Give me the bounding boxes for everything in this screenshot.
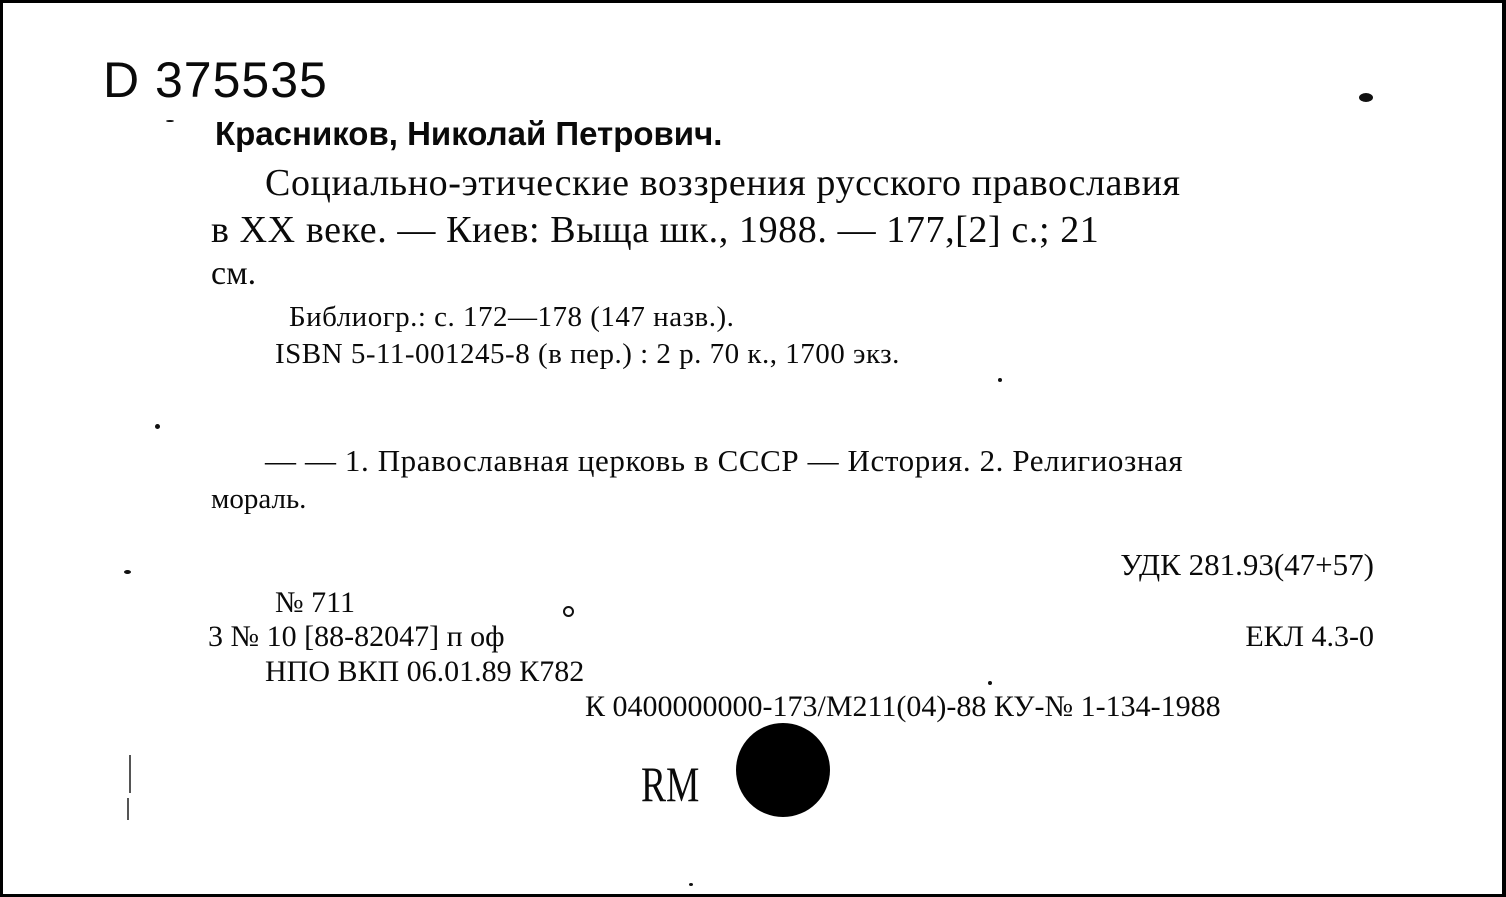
margin-tick — [127, 798, 129, 820]
subject-headings-line-2: мораль. — [211, 483, 307, 515]
speck-mark — [563, 606, 574, 617]
speck-mark — [166, 120, 174, 122]
subject-headings-line-1: — — 1. Православная церковь в СССР — История. 2. Религиозная — [265, 443, 1184, 478]
rm-stamp: RM — [641, 756, 700, 812]
speck-mark — [1359, 93, 1373, 102]
card-number: № 711 — [275, 586, 356, 619]
npo-line: НПО ВКП 06.01.89 К782 — [265, 655, 585, 688]
title-line-3: см. — [211, 255, 257, 292]
speck-mark — [155, 424, 160, 429]
speck-mark — [988, 681, 992, 685]
margin-tick — [129, 755, 131, 793]
udk-code: УДК 281.93(47+57) — [1120, 547, 1374, 582]
speck-mark — [689, 883, 693, 886]
ekl-code: ЕКЛ 4.3-0 — [1245, 620, 1374, 653]
author-name: Красников, Николай Петрович. — [215, 115, 723, 152]
order-line: 3 № 10 [88-82047] п оф — [208, 620, 505, 653]
isbn-line: ISBN 5-11-001245-8 (в пер.) : 2 р. 70 к., 1700 экз. — [275, 338, 900, 370]
catalog-number: D 375535 — [103, 52, 328, 108]
speck-mark — [998, 378, 1002, 382]
classification-code: К 0400000000-173/М211(04)-88 КУ-№ 1-134-1988 — [585, 690, 1221, 723]
title-line-2: в XX веке. — Киев: Выща шк., 1988. — 177,[2] с.; 21 — [211, 209, 1100, 251]
bibliography-note: Библиогр.: с. 172—178 (147 назв.). — [289, 301, 735, 333]
black-dot-stamp — [736, 723, 830, 817]
speck-mark — [124, 570, 131, 574]
title-line-1: Социально-этические воззрения русского православия — [265, 162, 1181, 204]
